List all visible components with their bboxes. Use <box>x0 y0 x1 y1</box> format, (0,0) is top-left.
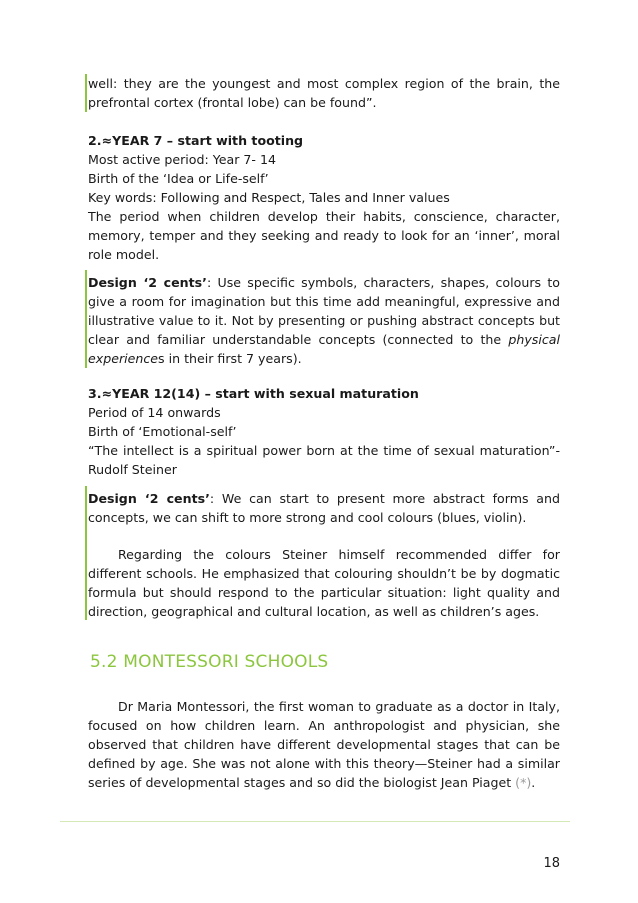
steiner-quote: “The intellect is a spiritual power born at the time of sexual maturation”-Rudolf Steiner <box>88 443 560 477</box>
year7-paragraph: The period when children develop their habits, conscience, character, memory, temper and they seeking and ready to look for an ‘inner’, moral role model. <box>88 209 560 262</box>
intro-paragraph: well: they are the youngest and most complex region of the brain, the prefrontal cortex (frontal lobe) can be found”. <box>88 76 560 110</box>
section-heading: 5.2 MONTESSORI SCHOOLS <box>90 652 329 672</box>
colours-paragraph: Regarding the colours Steiner himself recommended differ for different schools. He emphasized that colouring shouldn’t be by dogmatic formula but should respond to the particular situation: light quality and direction, geographical and cultural location, as well as children’s ages. <box>88 547 560 619</box>
design-label: Design ‘2 cents’ <box>88 275 207 290</box>
margin-bar <box>85 486 87 620</box>
margin-bar <box>85 74 87 112</box>
footer-divider <box>60 821 570 822</box>
page-number: 18 <box>543 856 560 871</box>
margin-bar <box>85 270 87 368</box>
design-label: Design ‘2 cents’ <box>88 491 210 506</box>
year12-birth: Birth of ‘Emotional-self’ <box>88 424 237 439</box>
year12-section <box>88 384 560 479</box>
year12-heading: 3.≈YEAR 12(14) – start with sexual maturation <box>88 386 419 401</box>
year12-period: Period of 14 onwards <box>88 405 221 420</box>
design-note-2: Design ‘2 cents’: We can start to present more abstract forms and concepts, we can shift to more strong and cool colours (blues, violin). <box>88 491 560 525</box>
reference-marker: (*) <box>515 775 532 790</box>
design-note-1: Design ‘2 cents’: Use specific symbols, characters, shapes, colours to give a room for imagination but this time add meaningful, expressive and illustrative value to it. Not by presenting or pushing abstract concepts but clear and familiar understandable concepts (connected to the physical experiences in their first 7 years). <box>88 275 560 366</box>
year7-birth: Birth of the ‘Idea or Life-self’ <box>88 171 269 186</box>
year7-keywords: Key words: Following and Respect, Tales and Inner values <box>88 190 450 205</box>
year7-section <box>88 131 560 264</box>
year7-heading: 2.≈YEAR 7 – start with tooting <box>88 133 304 148</box>
emphasis-text: physical experience <box>88 332 560 366</box>
montessori-paragraph: Dr Maria Montessori, the first woman to graduate as a doctor in Italy, focused on how children learn. An anthropologist and physician, she observed that children have different developmental stages that can be defined by age. She was not alone with this theory—Steiner had a similar series of developmental stages and so did the biologist Jean Piaget (*). <box>88 699 560 790</box>
year7-period: Most active period: Year 7- 14 <box>88 152 276 167</box>
